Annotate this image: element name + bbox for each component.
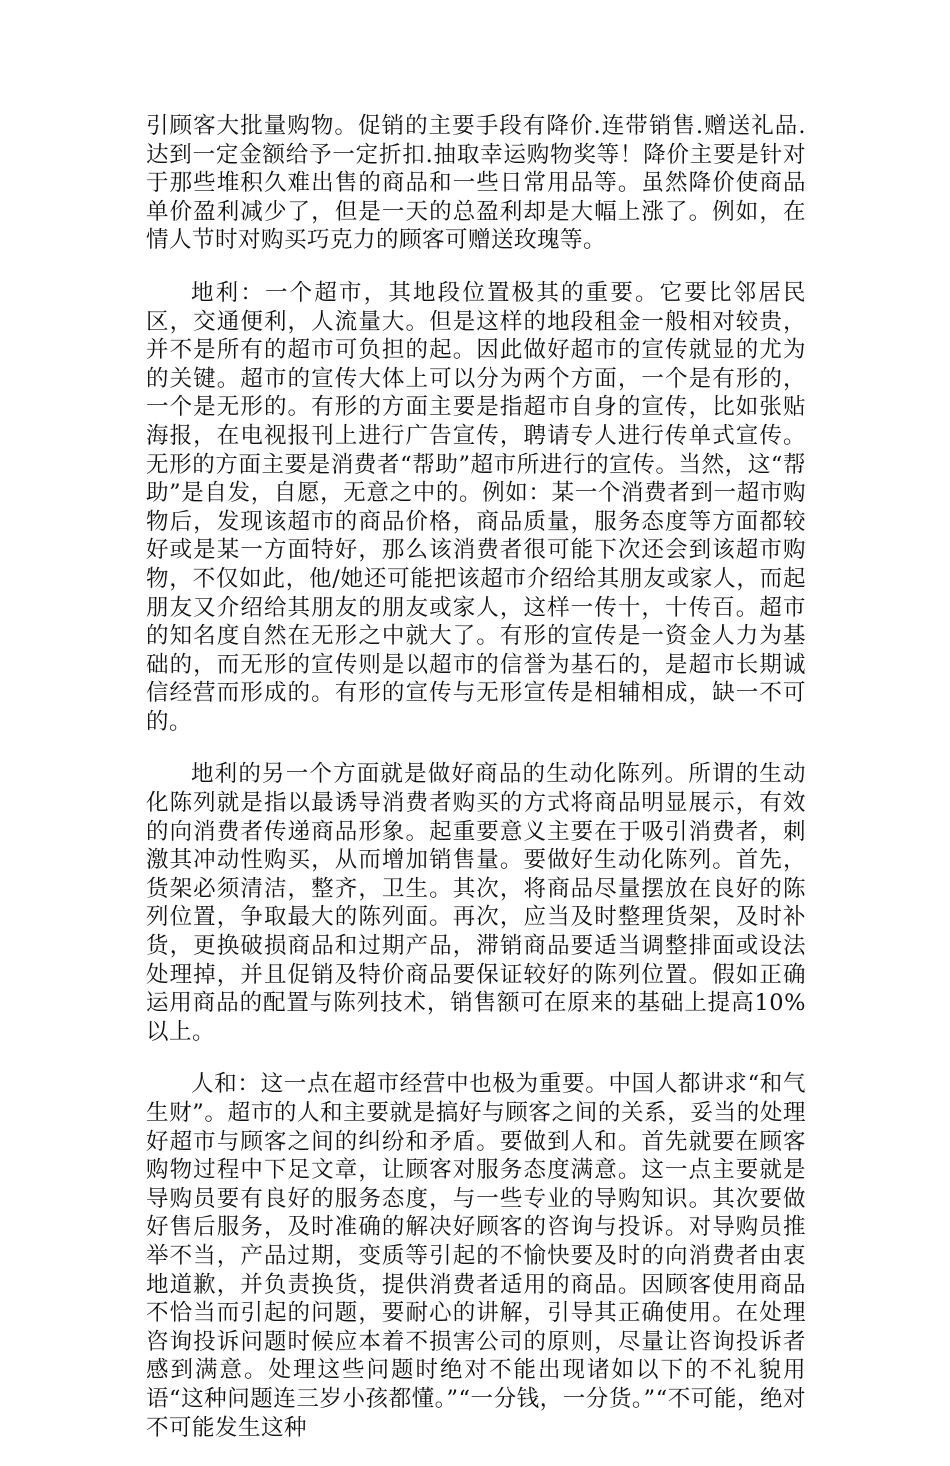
paragraph-location-advantage: 地利：一个超市，其地段位置极其的重要。它要比邻居民区，交通便利，人流量大。但是这样的地段租金一般相对较贵，并不是所有的超市可负担的起。因此做好超市的宣传就显的尤为的关键。超市的宣传大体上可以分为两个方面，一个是有形的，一个是无形的。有形的方面主要是指超市自身的宣传，比如张贴海报，在电视报刊上进行广告宣传，聘请专人进行传单式宣传。无形的方面主要是消费者“帮助”超市所进行的宣传。当然，这“帮助”是自发，自愿，无意之中的。例如：某一个消费者到一超市购物后，发现该超市的商品价格，商品质量，服务态度等方面都较好或是某一方面特好，那么该消费者很可能下次还会到该超市购物，不仅如此，他/她还可能把该超市介绍给其朋友或家人，而起朋友又介绍给其朋友的朋友或家人，这样一传十，十传百。超市的知名度自然在无形之中就大了。有形的宣传是一资金人力为基础的，而无形的宣传则是以超市的信誉为基石的，是超市长期诚信经营而形成的。有形的宣传与无形宣传是相辅相成，缺一不可的。 xyxy=(146,279,806,735)
paragraph-promotion-methods: 引顾客大批量购物。促销的主要手段有降价.连带销售.赠送礼品.达到一定金额给予一定折扣.抽取幸运购物奖等！降价主要是针对于那些堆积久难出售的商品和一些日常用品等。虽然降价使商品单价盈利减少了，但是一天的总盈利却是大幅上涨了。例如，在情人节时对购买巧克力的顾客可赠送玫瑰等。 xyxy=(146,113,806,254)
document-body xyxy=(146,112,806,1466)
paragraph-merchandise-display: 地利的另一个方面就是做好商品的生动化陈列。所谓的生动化陈列就是指以最诱导消费者购买的方式将商品明显展示，有效的向消费者传递商品形象。起重要意义主要在于吸引消费者，刺激其冲动性购买，从而增加销售量。要做好生动化陈列。首先，货架必须清洁，整齐，卫生。其次，将商品尽量摆放在良好的陈列位置，争取最大的陈列面。再次，应当及时整理货架，及时补货，更换破损商品和过期产品，滞销商品要适当调整排面或设法处理掉，并且促销及特价商品要保证较好的陈列位置。假如正确运用商品的配置与陈列技术，销售额可在原来的基础上提高10%以上。 xyxy=(146,761,806,1045)
paragraph-customer-relations: 人和：这一点在超市经营中也极为重要。中国人都讲求“和气生财”。超市的人和主要就是搞好与顾客之间的关系，妥当的处理好超市与顾客之间的纠纷和矛盾。要做到人和。首先就要在顾客购物过程中下足文章，让顾客对服务态度满意。这一点主要就是导购员要有良好的服务态度，与一些专业的导购知识。其次要做好售后服务，及时准确的解决好顾客的咨询与投诉。对导购员推举不当，产品过期，变质等引起的不愉快要及时的向消费者由衷地道歉，并负责换货，提供消费者适用的商品。因顾客使用商品不恰当而引起的问题，要耐心的讲解，引导其正确使用。在处理咨询投诉问题时候应本着不损害公司的原则，尽量让咨询投诉者感到满意。处理这些问题时绝对不能出现诸如以下的不礼貌用语“这种问题连三岁小孩都懂。”“一分钱，一分货。”“不可能，绝对不可能发生这种 xyxy=(146,1071,806,1441)
